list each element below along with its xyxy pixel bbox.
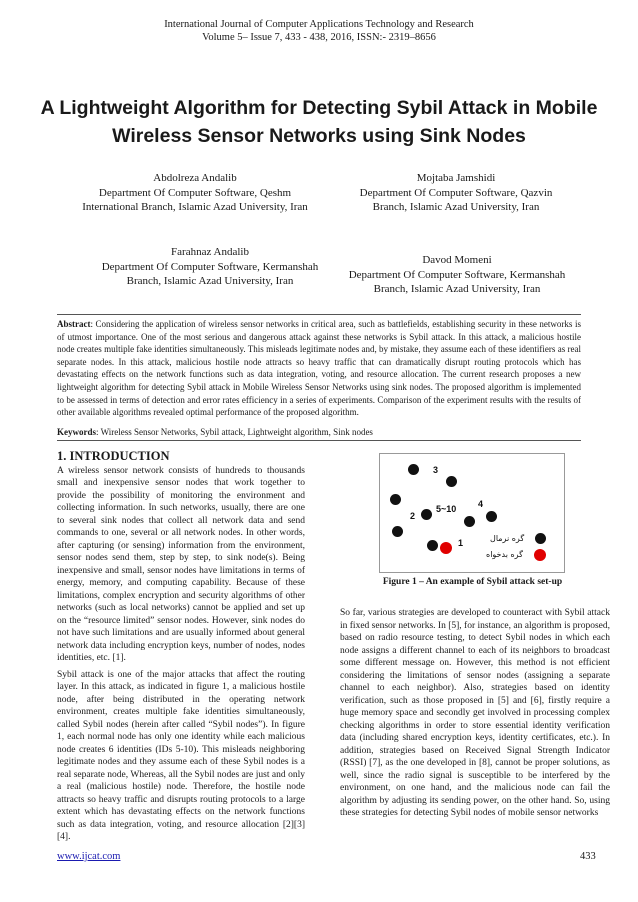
author-name: Davod Momeni xyxy=(422,254,492,266)
node-label: 2 xyxy=(410,511,416,521)
paper-title: A Lightweight Algorithm for Detecting Sybil Attack in Mobile Wireless Sensor Networks using Sink Nodes xyxy=(40,97,598,147)
divider xyxy=(57,440,581,441)
page-number: 433 xyxy=(580,851,596,862)
author-affiliation: International Branch, Islamic Azad University, Iran xyxy=(82,201,308,213)
section-heading: 1. INTRODUCTION xyxy=(57,449,170,463)
paragraph: Sybil attack is one of the major attacks that affect the routing layer. In this attack, as indicated in figure 1, a malicious hostile node, after being distributed in the operating network environment, creates multiple fake identities simultaneously, called Sybil nodes (herein after called “Sybil nodes”). In figure 1, each normal node has only one identity while each malicious node creates 6 identities (IDs 5-10). This misleads neighboring legitimate nodes and they assume each of these Sybil nodes is a real separate node, Whereas, all the Sybil nodes are just and only a real (malicious hostile) node. Therefore, the hostile node attracts so heavy traffic and disrupts routing protocols to a large extent which has devastating effects on the network functions such as data integration, voting, and resource allocation [2][3][4]. xyxy=(57,669,305,842)
legend-normal-label: گره نرمال xyxy=(490,534,525,543)
author-name: Farahnaz Andalib xyxy=(171,246,249,258)
normal-node xyxy=(427,540,438,551)
keywords-text: : Wireless Sensor Networks, Sybil attack, Lightweight algorithm, Sink nodes xyxy=(96,427,373,437)
author-affiliation: Branch, Islamic Azad University, Iran xyxy=(126,275,294,287)
normal-node xyxy=(390,494,401,505)
node-label: 3 xyxy=(433,465,439,475)
node-label: 1 xyxy=(458,538,464,548)
author-block-4 xyxy=(334,253,580,297)
author-name: Abdolreza Andalib xyxy=(153,172,237,184)
paragraph: So far, various strategies are developed to counteract with Sybil attack in fixed sensor networks. In [5], for instance, an algorithm is proposed, based on radio resource testing, to detect Sybil nodes in which each node assigns a different channel to each of its neighbors to broadcast some different message on. However, this method is not efficient considering the limitations of sensor nodes (assigning a separate channel to each neighbor). Also, strategies based on identity verification, such as those proposed in [5] and [6], firstly require a huge memory space and secondly get involved in processing complex checking algorithms in order to store essential identity verification data (including shared encryption keys, identity certificates, etc.). In addition, strategies based on Received Signal Strength Indicator (RSSI) [7], as the one developed in [8], cannot be proper solutions, as well, since the radio signal is susceptible to be interfered by the environment, on one hand, and the malicious node can fail the algorithm by adjusting its sending power, on the other hand. So, using these strategies for detecting Sybil nodes of mobile sensor networks xyxy=(340,608,610,818)
footer-url[interactable] xyxy=(57,851,120,862)
normal-node xyxy=(392,526,403,537)
normal-node xyxy=(446,476,457,487)
normal-node xyxy=(421,509,432,520)
author-block-1 xyxy=(80,171,310,215)
abstract-label: Abstract xyxy=(57,319,91,329)
node-label: 4 xyxy=(478,499,484,509)
figure-caption: Figure 1 – An example of Sybil attack set-up xyxy=(382,577,563,587)
author-name: Mojtaba Jamshidi xyxy=(416,172,496,184)
normal-node xyxy=(486,511,497,522)
author-affiliation: Branch, Islamic Azad University, Iran xyxy=(372,201,540,213)
figure-1 xyxy=(379,453,565,573)
normal-node xyxy=(464,516,475,527)
journal-link[interactable]: www.ijcat.com xyxy=(57,851,121,862)
abstract xyxy=(57,318,581,419)
author-affiliation: Department Of Computer Software, Kermanshah xyxy=(101,260,319,273)
journal-header xyxy=(0,18,638,44)
journal-volume: Volume 5– Issue 7, 433 - 438, 2016, ISSN:- 2319–8656 xyxy=(202,32,436,43)
sybil-label: 5~10 xyxy=(436,504,457,514)
author-block-2 xyxy=(338,171,574,215)
author-affiliation: Department Of Computer Software, Qazvin xyxy=(359,186,553,199)
author-affiliation: Department Of Computer Software, Qeshm xyxy=(98,186,292,199)
author-block-3 xyxy=(86,245,334,289)
abstract-text: : Considering the application of wireless sensor networks in critical area, such as battlefields, establishing security in these networks is of utmost importance. One of the most serious and dangerous attack against these networks is Sybil attack. In this attack, a malicious hostile node creates multiple fake identities simultaneously. This misleads legitimate nodes and, by mistake, they assume each of these identifiers as real separate nodes. In this attack, malicious hostile node attracts so heavy traffic that can dramatically disrupt routing protocols which has devastating effects on the network functions such as data integration, voting, and resource allocation. The current research proposes a new lightweight algorithm for detecting Sybil attack in Mobile Wireless Sensor Networks using sink nodes. The proposed algorithm is implemented to be assessed in terms of detection and error rates efficiency in a series of experiments. Comparison of the experiment results with the results of other available algorithms revealed optimal performance of the proposed algorithm. xyxy=(57,319,581,418)
paragraph: A wireless sensor network consists of hundreds to thousands small and inexpensive sensor nodes that work together to provide the possibility of monitoring the environment and collecting information. In such networks, usually, there are one to several sink nodes that collect all network data and send commands to one, several or all network nodes. In other words, after capturing (or sensing) information from the environment, sensor nodes send them, step by step, to sink node(s). Being inexpensive and small, sensor nodes have limitations in terms of energy, memory, and computing capability. Because of these limitations, complex encryption and security algorithms of other networks (such as local networks) cannot be applied and set up on the “resource limited” sensor nodes. However, sink nodes do not have such limitations and are usually informed about general network data including encryption keys, number of nodes, nodes identities, etc. [1]. xyxy=(57,465,305,663)
legend-malicious-swatch xyxy=(534,549,546,561)
right-column xyxy=(340,607,610,824)
left-column xyxy=(57,450,305,848)
keywords xyxy=(57,426,581,439)
legend-malicious-label: گره بدخواه xyxy=(486,550,523,559)
legend-normal-swatch xyxy=(535,533,546,544)
author-affiliation: Branch, Islamic Azad University, Iran xyxy=(373,283,541,295)
author-affiliation: Department Of Computer Software, Kermanshah xyxy=(348,268,566,281)
normal-node xyxy=(408,464,419,475)
journal-name: International Journal of Computer Applications Technology and Research xyxy=(164,19,474,30)
divider xyxy=(57,314,581,315)
keywords-label: Keywords xyxy=(57,427,96,437)
malicious-node xyxy=(440,542,452,554)
